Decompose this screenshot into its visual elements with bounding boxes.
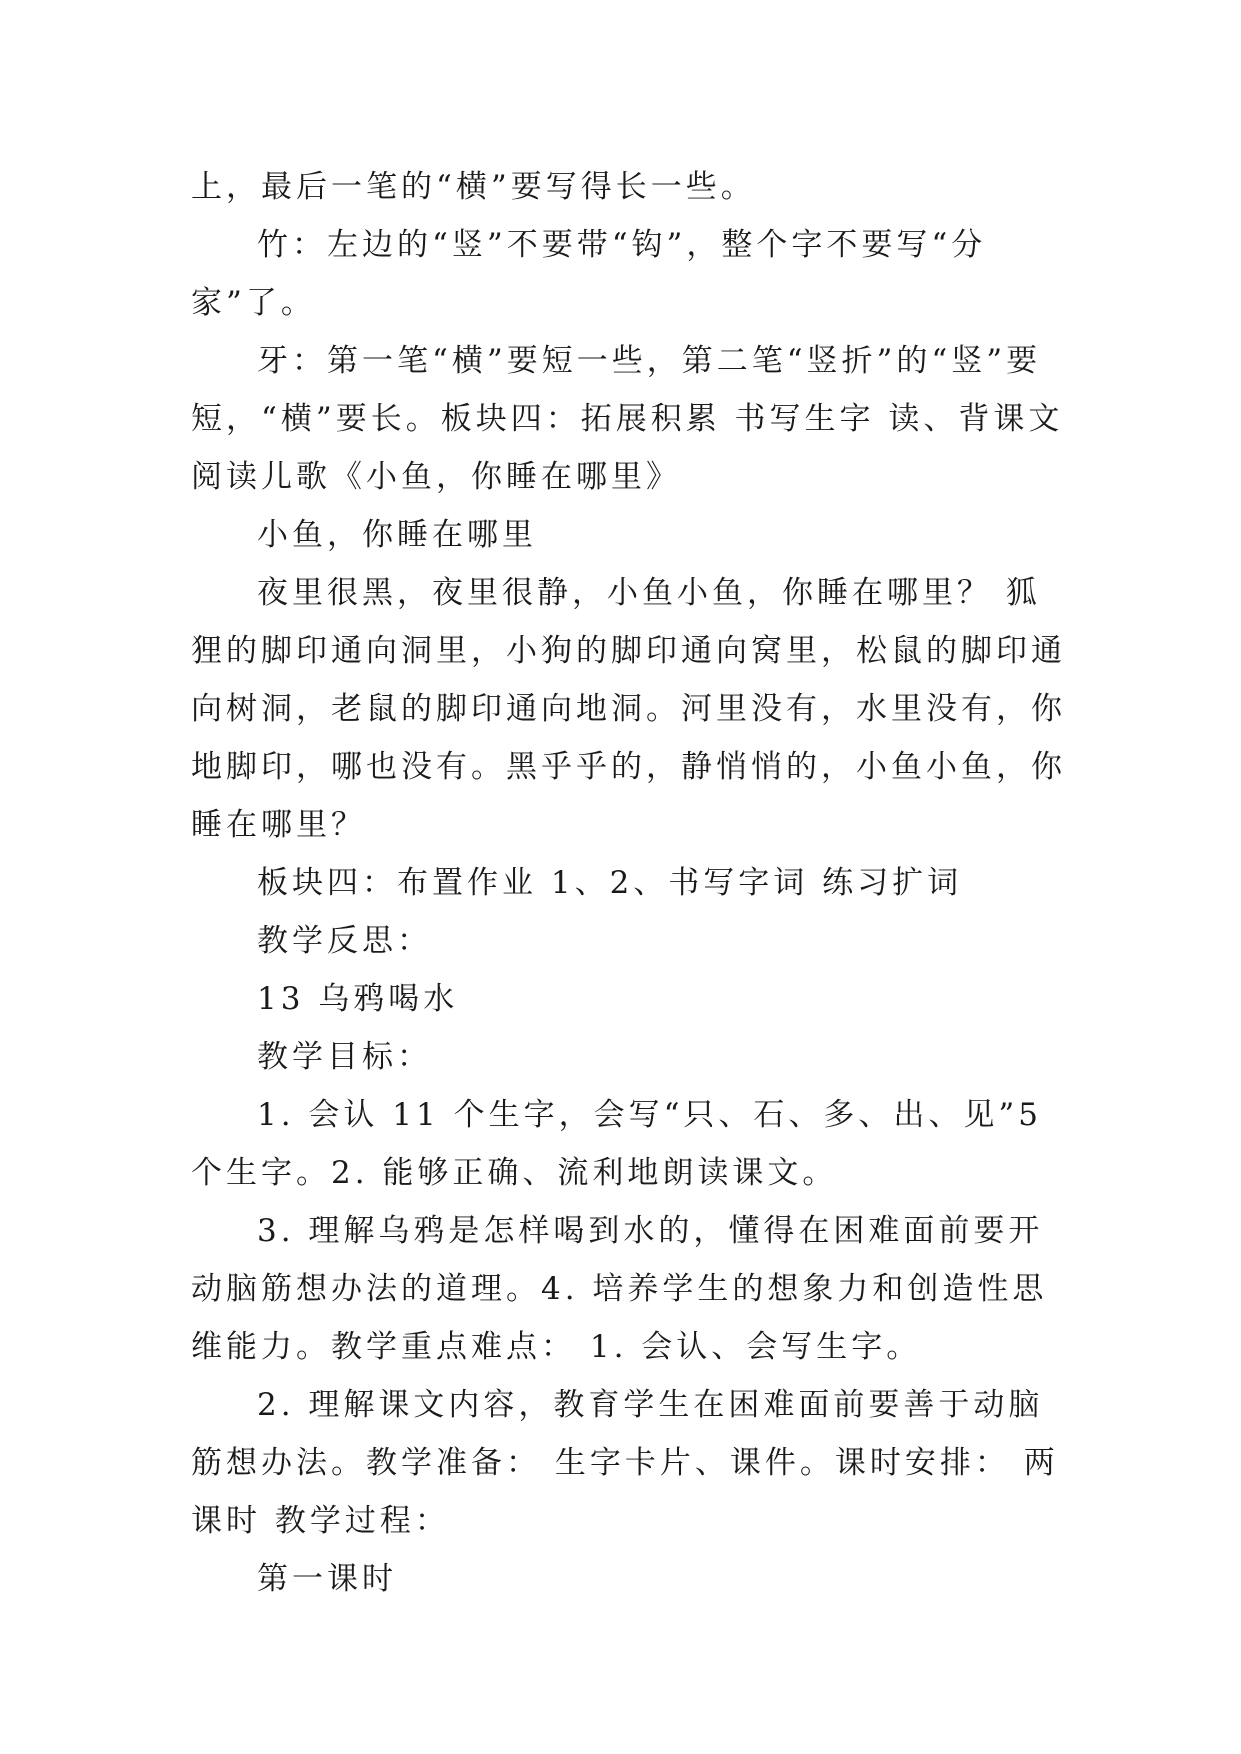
first-lesson-heading: 第一课时 (257, 1561, 397, 1597)
paragraph-ya: 牙：第一笔“横”要短一些，第二笔“竖折”的“竖”要短，“横”要长。板块四：拓展积累 书写生字 读、背课文 阅读儿歌《小鱼，你睡在哪里》 (191, 343, 1064, 495)
key-points: 2. 理解课文内容，教育学生在困难面前要善于动脑筋想办法。教学准备： 生字卡片、课件。课时安排： 两课时 教学过程： (191, 1387, 1059, 1539)
objectives-heading: 教学目标： (257, 1039, 432, 1075)
document-body (191, 158, 1071, 1608)
objective-3-4: 3. 理解乌鸦是怎样喝到水的，懂得在困难面前要开动脑筋想办法的道理。4. 培养学生的想象力和创造性思维能力。教学重点难点： 1. 会认、会写生字。 (191, 1213, 1048, 1365)
reflection-heading: 教学反思： (257, 923, 432, 959)
objective-1-2: 1. 会认 11 个生字，会写“只、石、多、出、见”5 个生字。2. 能够正确、流利地朗读课文。 (191, 1097, 1043, 1191)
lesson-title: 13 乌鸦喝水 (257, 981, 459, 1017)
poem-title: 小鱼，你睡在哪里 (257, 517, 537, 553)
poem-body: 夜里很黑，夜里很静，小鱼小鱼，你睡在哪里？ 狐狸的脚印通向洞里，小狗的脚印通向窝里，松鼠的脚印通向树洞，老鼠的脚印通向地洞。河里没有，水里没有，你地脚印，哪也没有。黑乎乎的，静悄悄的，小鱼小鱼，你睡在哪里？ (191, 575, 1066, 843)
paragraph-continuation: 上，最后一笔的“横”要写得长一些。 (191, 169, 756, 205)
paragraph-zhu: 竹：左边的“竖”不要带“钩”，整个字不要写“分家”了。 (191, 227, 987, 321)
homework-section: 板块四：布置作业 1、2、书写字词 练习扩词 (257, 865, 963, 901)
